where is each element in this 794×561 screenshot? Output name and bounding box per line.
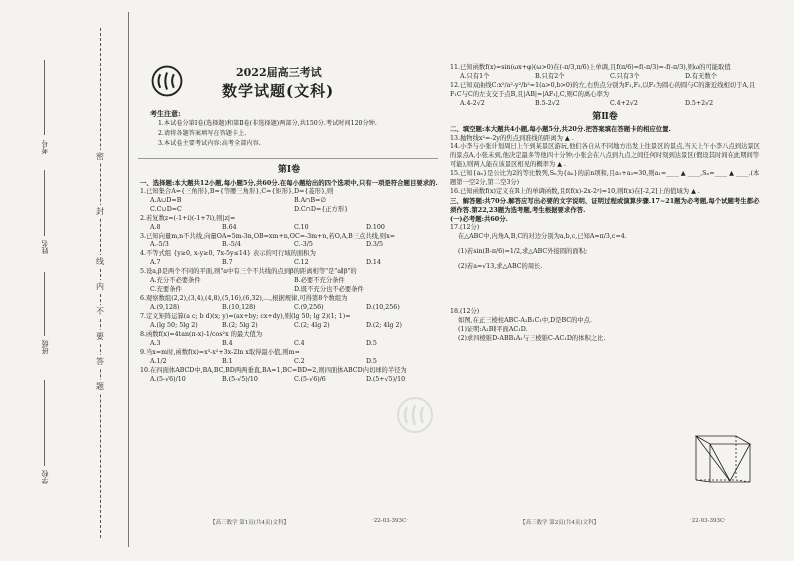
option: D.C∩D={正方形} <box>294 205 349 213</box>
section-title-part1: 第Ⅰ卷 <box>277 165 301 175</box>
option: D.有无数个 <box>685 72 718 80</box>
fill-question: 15.已知{aₙ}是公比为2的等比数列,Sₙ为{aₙ}的前n项和,且a₁+a₃=30,则a₁=____ ▲ ____,Sₙ=____ ▲ ____.(本题第一空2分,第二空3分) <box>450 170 760 187</box>
option: D.5 <box>366 357 377 365</box>
page-edge-line <box>128 12 129 547</box>
school-write-line <box>44 380 45 466</box>
option: C.(9,256) <box>294 304 324 312</box>
question <box>140 233 438 251</box>
option: A.8 <box>150 223 161 231</box>
required-heading: (一)必考题:共60分. <box>450 215 508 224</box>
question-stem: 4.不等式组 {y≥0, x-y≥0, 7x-5y≤14} 表示的可行域的面积为 <box>140 250 316 258</box>
option: A.A∪D=B <box>150 196 182 204</box>
prism-figure-icon <box>688 424 758 490</box>
option: C.4+2√2 <box>610 99 638 107</box>
seal-char: 不 <box>96 307 104 316</box>
left-page <box>140 162 438 384</box>
watermark-logo-icon <box>395 395 435 435</box>
question-stem: 5.设a,β是两个不同的平面,则"a中有三个不共线的点到β的距离相等"是"a∥β"的 <box>140 268 357 276</box>
seal-char: 内 <box>96 282 104 291</box>
right-footer: 【高三数学 第2页(共4页)文科】 <box>520 520 600 526</box>
question-stem: 7.定义矩阵运算(a c; b d)(x; y)=(ax+by; cx+dy),则(lg 50; lg 2)(1; 1)= <box>140 312 351 320</box>
notice-box <box>150 108 440 149</box>
seal-char: 要 <box>96 332 104 341</box>
option: C.只有3个 <box>610 72 640 80</box>
option: D.(5+√5)/10 <box>366 375 406 383</box>
option: C.充要条件 <box>150 286 182 294</box>
id-write-line <box>44 60 45 135</box>
q17-head: 17.(12分) <box>450 224 480 232</box>
option: B.7 <box>222 259 233 267</box>
option: B.5-2√2 <box>535 99 560 107</box>
option: C.C∪D=C <box>150 205 182 213</box>
class-write-line <box>44 272 45 336</box>
question <box>450 64 760 82</box>
right-page <box>450 64 760 344</box>
question <box>450 82 760 109</box>
seal-char: 线 <box>96 257 104 266</box>
part2-instructions: 二、填空题:本大题共4小题,每小题5分,共20分.把答案填在答题卡的相应位置. <box>450 125 671 134</box>
option: A.(9,128) <box>150 304 180 312</box>
seal-char: 封 <box>96 207 104 216</box>
option: B.必要不充分条件 <box>294 277 345 285</box>
q18-part1: (1)证明:A₁B∥平面AC₁D. <box>458 326 528 334</box>
fill-question: 14.小李与小张计划周日上午到某景区游玩,他们各自从不同地方出发上往景区的景点,当天上午小李八点到达景区的景点A,小张未到,他决定最多等他四十分钟;小张会在八点到九点之间任何时刻到达景区(假设其时间在此期间等可能),则两人能在该景区相见的概率为 ▲ . <box>450 143 760 169</box>
option: D.既不充分也不必要条件 <box>294 286 364 294</box>
question <box>140 349 438 367</box>
part1-instructions: 一、选择题:本大题共12小题,每小题5分,共60分.在每小题给出的四个选项中,只有一项是符合题目要求的. <box>140 178 438 187</box>
question <box>140 313 438 331</box>
option: A.1/2 <box>150 357 167 365</box>
question <box>140 367 438 385</box>
option: D.5 <box>366 339 377 347</box>
question <box>140 331 438 349</box>
left-footer: 【高三数学 第1页(共4页)文科】 <box>210 520 290 526</box>
q17-stem: 在△ABC中,内角A,B,C的对边分别为a,b,c,已知A=π/3,c=4. <box>458 233 627 241</box>
divider <box>138 158 438 159</box>
school-label: 学校 <box>41 470 49 484</box>
option: B.(5-√5)/10 <box>222 375 258 383</box>
seal-char: 题 <box>96 382 104 391</box>
option: C.(2; 4lg 2) <box>294 321 330 329</box>
exam-title-line1: 2022届高三考试 <box>236 66 322 79</box>
option: B.(10,128) <box>222 304 256 312</box>
name-label: 姓名 <box>41 240 49 254</box>
question-stem: 10.在四面体ABCD中,BA,BC,BD两两垂直,BA=1,BC=BD=2,则四面体ABCD内切球的半径为 <box>140 366 407 374</box>
fill-question: 13.抛物线x²=-2y的焦点到准线的距离为 ▲ . <box>450 134 574 142</box>
question-stem: 2.若复数z=(-1+i)(-1+7i),则|z|= <box>140 214 236 222</box>
option: B.4 <box>222 339 233 347</box>
option: B.1 <box>222 357 233 365</box>
notice-item: 1.本试卷分第Ⅰ卷(选择题)和第Ⅱ卷(非选择题)两部分,共150分.考试时间120分钟. <box>158 120 377 128</box>
option: B.(2; 5lg 2) <box>222 321 258 329</box>
option: A.3 <box>150 339 161 347</box>
option: D.(2; 4lg 2) <box>366 321 402 329</box>
exam-logo-icon <box>150 64 184 98</box>
q18-head: 18.(12分) <box>450 308 480 316</box>
option: C.-3/5 <box>294 241 313 249</box>
name-write-line <box>44 170 45 236</box>
option: A.只有1个 <box>460 72 490 80</box>
option: C.4 <box>294 339 305 347</box>
option: C.10 <box>294 223 309 231</box>
right-footer-code: ·22-03-393C· <box>690 518 726 524</box>
option: C.(5-√6)/6 <box>294 375 326 383</box>
option: D.(10,256) <box>366 304 400 312</box>
fill-question: 16.已知函数f(x)定义在R上的单调函数,且f(f(x)-2x-2ᵡ)=10,则f(x)在[-2,2]上的值域为 ▲ . <box>450 188 700 196</box>
part3-instructions: 三、解答题:共70分.解答应写出必要的文字说明、证明过程或演算步骤.17~21题为必考题,每个试题考生都必须作答.第22,23题为选考题,考生根据要求作答. <box>450 197 760 215</box>
notice-item: 2.请将各题答案填写在答题卡上. <box>158 130 247 138</box>
question-stem: 9.当x=m时,函数f(x)=x³-x²+3x-2ln x取得最小值,则m= <box>140 348 300 356</box>
seal-char: 答 <box>96 357 104 366</box>
question-stem: 12.已知双曲线C:x²/a²-y²/b²=1(a>0,b>0)的左,右焦点分别为F₁,F₂,以F₂为圆心的圆与C的渐近线相切于A,且F₁C与C的左支交于点B,且|AB|=|AF₁|,C,则C的离心率为 <box>450 81 756 98</box>
question <box>140 250 438 268</box>
option: C.12 <box>294 259 309 267</box>
seal-char: 密 <box>96 152 104 161</box>
class-label: 班级 <box>41 340 49 354</box>
option: B.-5/4 <box>222 241 241 249</box>
question <box>140 295 438 313</box>
section-title-part2: 第Ⅱ卷 <box>592 111 618 122</box>
option: D.14 <box>366 259 381 267</box>
answer-space <box>450 272 760 308</box>
binding-strip <box>0 0 132 561</box>
option: D.3/5 <box>366 241 383 249</box>
option: B.只有2个 <box>535 72 565 80</box>
id-label: 考号 <box>41 140 49 154</box>
option: A.-5/3 <box>150 241 169 249</box>
option: A.(5-√6)/10 <box>150 375 186 383</box>
left-footer-code: ·22-03-393C· <box>372 518 408 524</box>
option: A.7 <box>150 259 161 267</box>
q18-stem: 如图,在正三棱柱ABC-A₁B₁C₁中,D是BC的中点. <box>458 317 592 325</box>
option: B.A∩B=∅ <box>294 196 326 204</box>
option: A.4-2√2 <box>460 99 485 107</box>
notice-item: 3.本试卷主要考试内容:高考全部内容. <box>158 140 261 148</box>
question <box>140 215 438 233</box>
question-stem: 11.已知函数f(x)=sin(ωx+φ)(ω>0)在(-π/3,π/6)上单调,且f(π/6)=f(-π/3)=-f(-π/3),则ω的可能取值 <box>450 64 731 71</box>
question <box>140 188 438 215</box>
question-stem: 8.函数f(x)=4tan(π-x)-1/cos²x 的最大值为 <box>140 330 263 338</box>
question <box>140 268 438 295</box>
question-stem: 1.已知集合A={三角形},B={等腰三角形},C={矩形},D={菱形},则 <box>140 187 334 195</box>
exam-title-line2: 数学试题(文科) <box>222 82 335 100</box>
option: A.充分不必要条件 <box>150 277 201 285</box>
option: C.2 <box>294 357 305 365</box>
option: D.5+2√2 <box>685 99 714 107</box>
question-stem: 3.已知向量m,n不共线,向量OA=5m-3n,OB=xm+n,OC=-3m+n,若O,A,B三点共线,则x= <box>140 232 396 240</box>
question-stem: 6.观察数组(2,2),(3,4),(4,8),(5,16),(6,32),…,根据规律,可得第8个数组为 <box>140 295 348 303</box>
q17-part1: (1)若sin(B-π/6)=1/2,求△ABC外接圆的面积; <box>458 248 588 256</box>
notice-heading: 考生注意: <box>150 109 181 118</box>
q18-part2: (2)求四棱锥D-ABB₁A₁与三棱锥C-AC₁D的体积之比. <box>458 334 606 342</box>
option: B.64 <box>222 223 237 231</box>
option: A.(lg 50; 5lg 2) <box>150 321 198 329</box>
q17-part2: (2)若a=√13,求△ABC的周长. <box>458 263 543 271</box>
option: D.100 <box>366 223 385 231</box>
